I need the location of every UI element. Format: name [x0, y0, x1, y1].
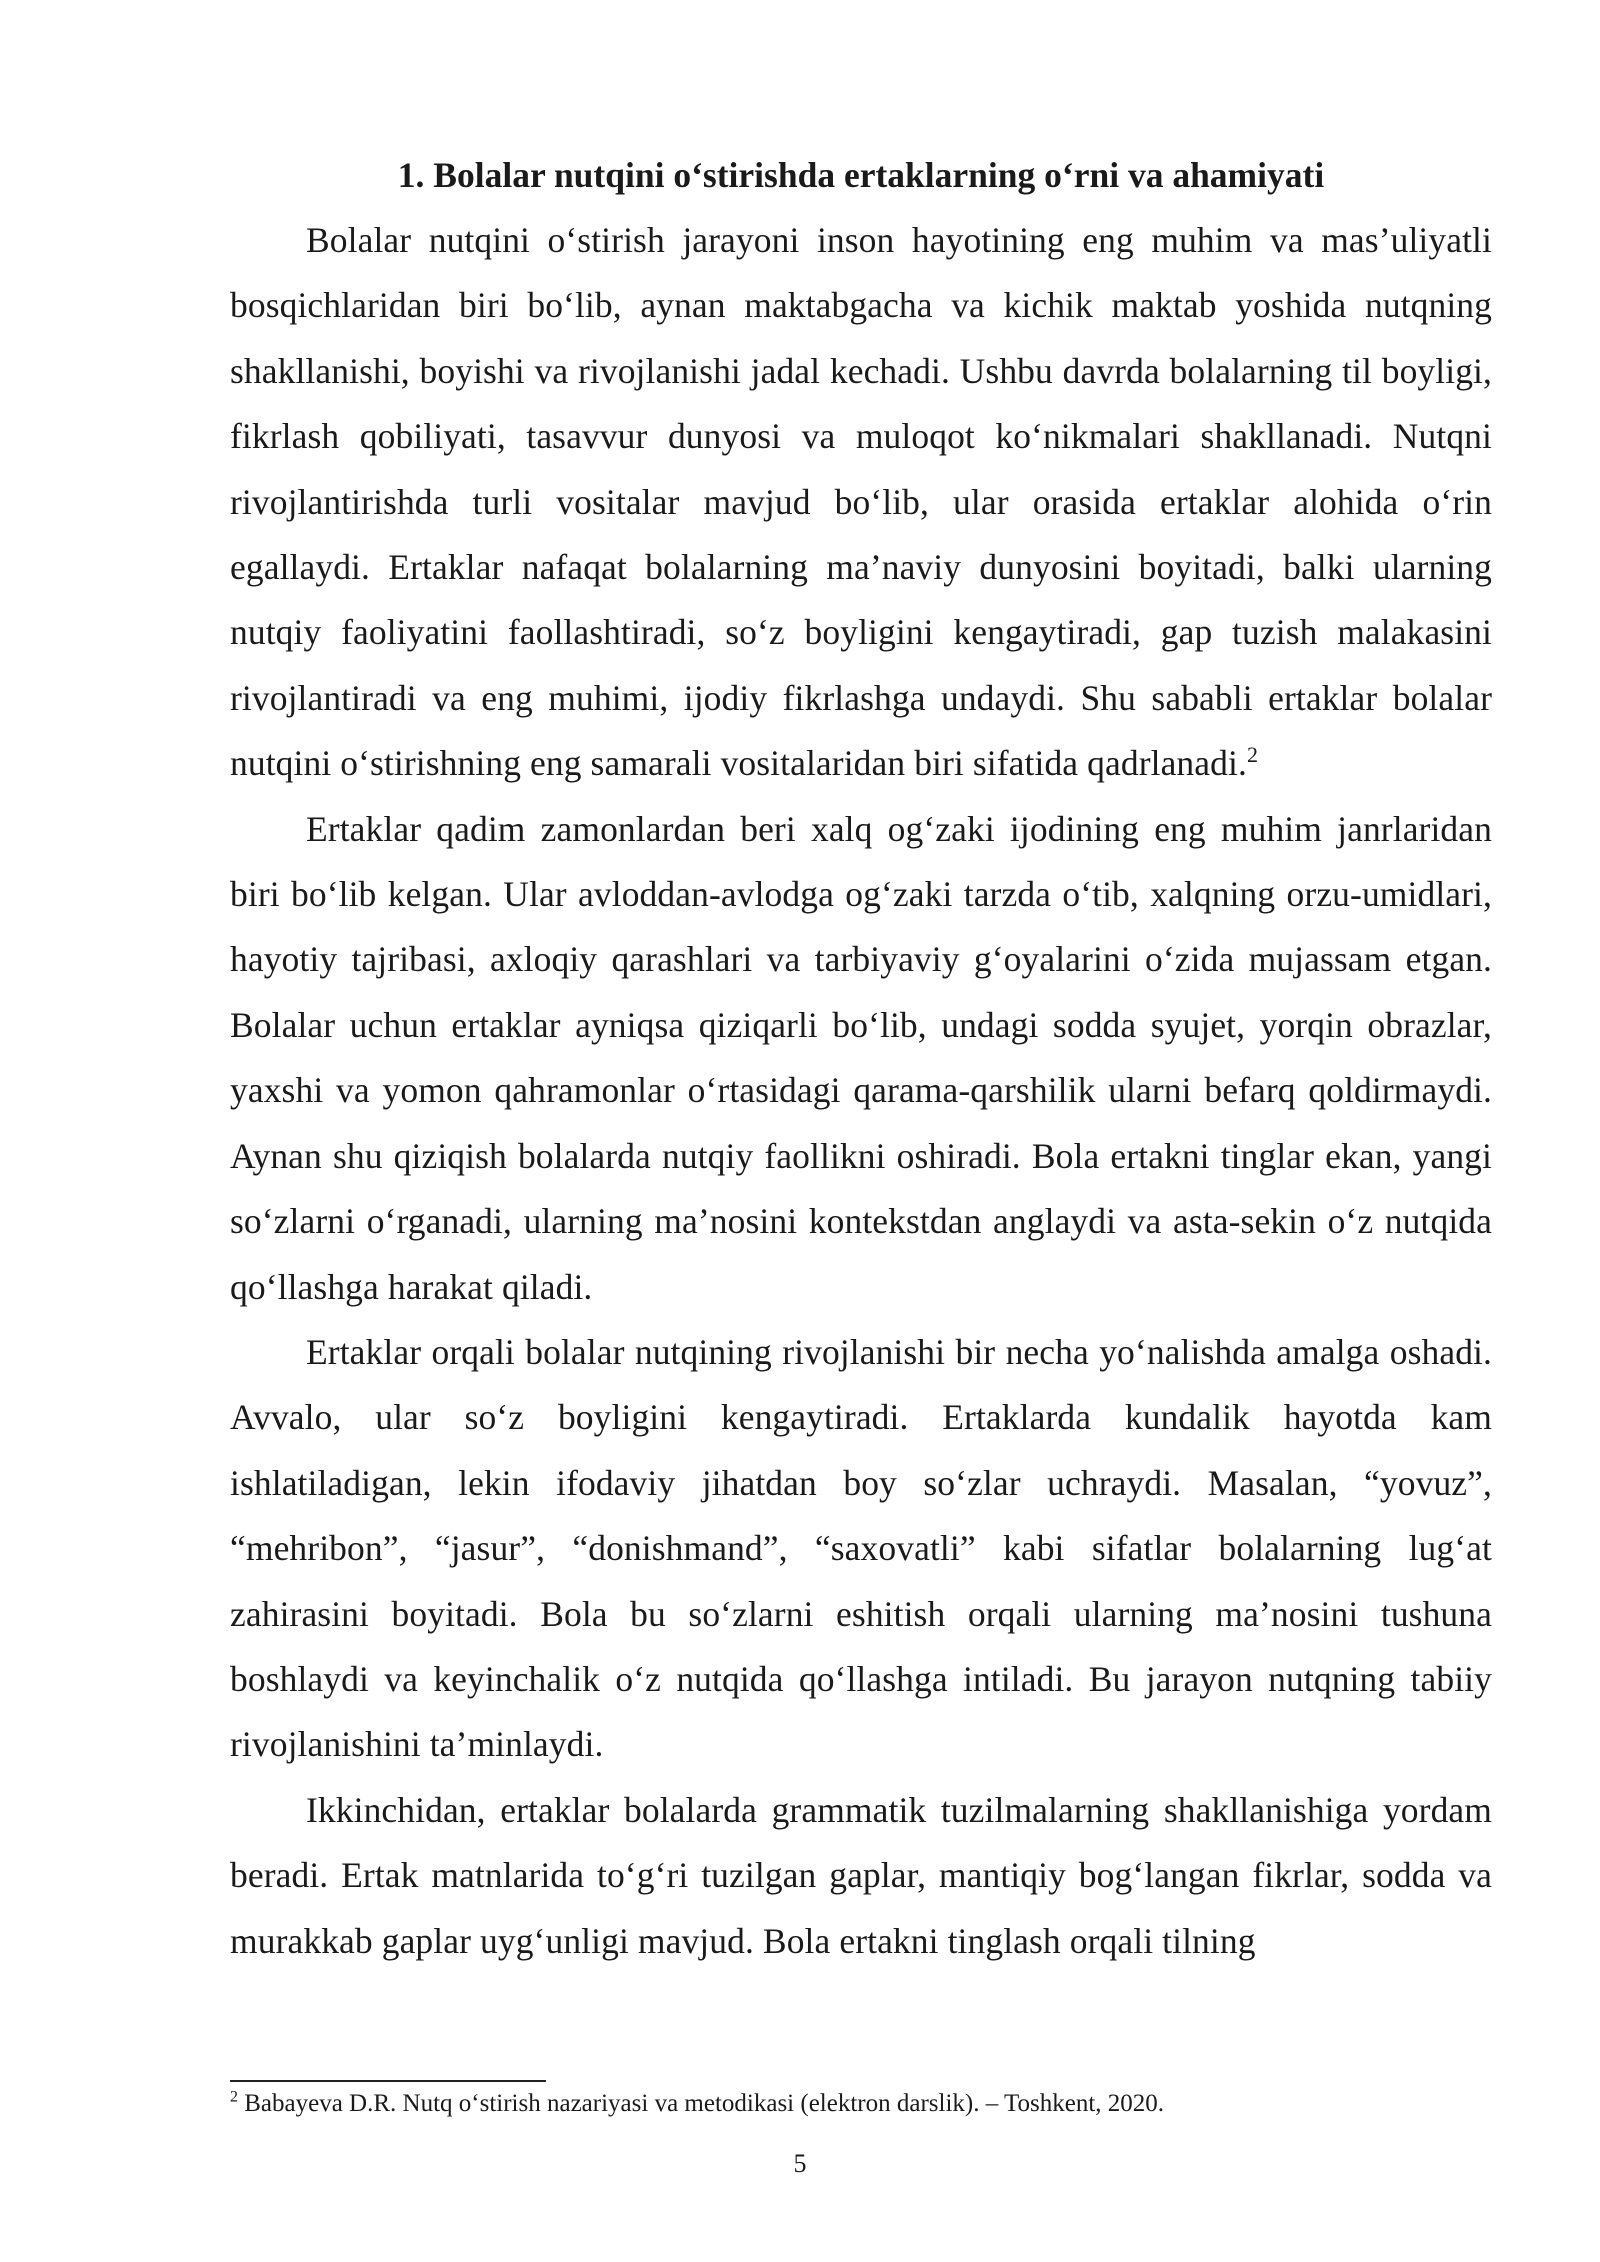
- paragraph-2: Ertaklar qadim zamonlardan beri xalq og‘zaki ijodining eng muhim janrlaridan biri bo‘lib kelgan. Ular avloddan-avlodga og‘zaki tarzda o‘tib, xalqning orzu-umidlari, hayotiy tajribasi, axloqiy qarashlari va tarbiyaviy g‘oyalarini o‘zida mujassam etgan. Bolalar uchun ertaklar ayniqsa qiziqarli bo‘lib, undagi sodda syujet, yorqin obrazlar, yaxshi va yomon qahramonlar o‘rtasidagi qarama-qarshilik ularni befarq qoldirmaydi. Aynan shu qiziqish bolalarda nutqiy faollikni oshiradi. Bola ertakni tinglar ekan, yangi so‘zlarni o‘rganadi, ularning ma’nosini kontekstdan anglaydi va asta-sekin o‘z nutqida qo‘llashga harakat qiladi.: [230, 808, 1492, 1307]
- paragraph-4: Ikkinchidan, ertaklar bolalarda grammatik tuzilmalarning shakllanishiga yordam beradi. Ertak matnlarida to‘g‘ri tuzilgan gaplar, mantiqiy bog‘langan fikrlar, sodda va murakkab gaplar uyg‘unligi mavjud. Bola ertakni tinglash orqali tilning: [230, 1789, 1492, 1961]
- paragraph-3: Ertaklar orqali bolalar nutqining rivojlanishi bir necha yo‘nalishda amalga oshadi. Avvalo, ular so‘z boyligini kengaytiradi. Ertaklarda kundalik hayotda kam ishlatiladigan, lekin ifodaviy jihatdan boy so‘zlar uchraydi. Masalan, “yovuz”, “mehribon”, “jasur”, “donishmand”, “saxovatli” kabi sifatlar bolalarning lug‘at zahirasini boyitadi. Bola bu so‘zlarni eshitish orqali ularning ma’nosini tushuna boshlaydi va keyinchalik o‘z nutqida qo‘llashga intiladi. Bu jarayon nutqning tabiiy rivojlanishini ta’minlaydi.: [230, 1331, 1492, 1765]
- page-number: 5: [793, 2149, 807, 2178]
- footnote-reference: 2: [1246, 742, 1259, 768]
- footnote-number: 2: [230, 2088, 238, 2106]
- body-text: [230, 208, 1492, 1974]
- section-heading: 1. Bolalar nutqini o‘stirishda ertaklarning o‘rni va ahamiyati: [397, 155, 1325, 195]
- footnote-separator: [230, 2080, 546, 2082]
- paragraph-1: [230, 208, 1492, 797]
- paragraph-1-text: Bolalar nutqini o‘stirish jarayoni inson hayotining eng muhim va mas’uliyatli bosqichlaridan biri bo‘lib, aynan maktabgacha va kichik maktab yoshida nutqning shakllanishi, boyishi va rivojlanishi jadal kechadi. Ushbu davrda bolalarning til boyligi, fikrlash qobiliyati, tasavvur dunyosi va muloqot ko‘nikmalari shakllanadi. Nutqni rivojlantirishda turli vositalar mavjud bo‘lib, ular orasida ertaklar alohida o‘rin egallaydi. Ertaklar nafaqat bolalarning ma’naviy dunyosini boyitadi, balki ularning nutqiy faoliyatini faollashtiradi, so‘z boyligini kengaytiradi, gap tuzish malakasini rivojlantiradi va eng muhimi, ijodiy fikrlashga undaydi. Shu sababli ertaklar bolalar nutqini o‘stirishning eng samarali vositalaridan biri sifatida qadrlanadi.: [230, 220, 1492, 784]
- footnote-text: Babayeva D.R. Nutq o‘stirish nazariyasi va metodikasi (elektron darslik). – Toshkent, 2020.: [244, 2090, 1165, 2117]
- footnote: [230, 2086, 1492, 2122]
